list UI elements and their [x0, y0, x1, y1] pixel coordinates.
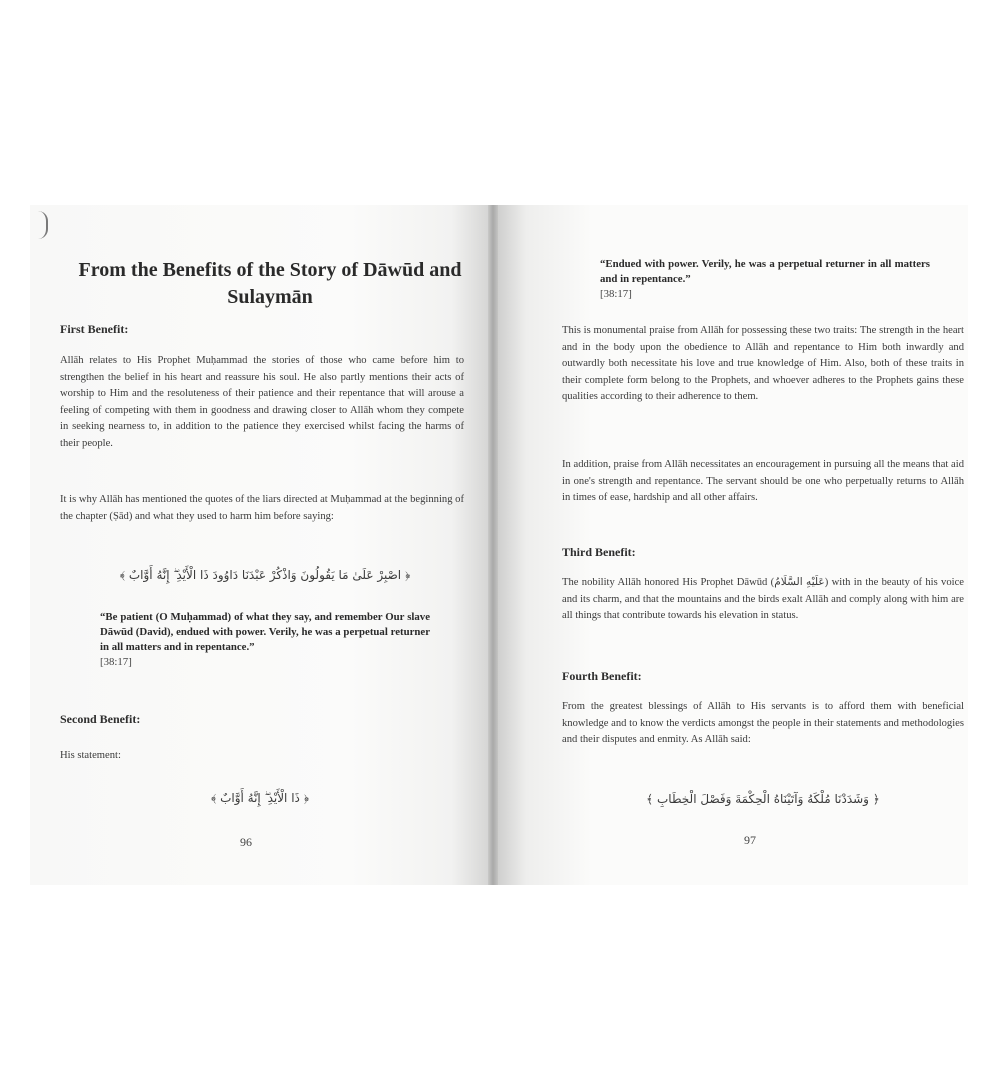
book-spread [30, 205, 968, 885]
arabic-verse-1: ﴿ اصْبِرْ عَلَىٰ مَا يَقُولُونَ وَاذْكُرْ عَبْدَنَا دَاوُودَ ذَا الْأَيْدِ ۖ إِنَّهُ أَوَّابٌ ﴾ [119, 568, 411, 582]
arabic-verse-3: ﴿ وَشَدَدْنَا مُلْكَهُ وَآتَيْنَاهُ الْحِكْمَةَ وَفَصْلَ الْخِطَابِ ﴾ [646, 792, 880, 806]
quote-continued [600, 257, 930, 302]
third-benefit-paragraph: The nobility Allāh honored His Prophet Dāwūd (عَلَيْهِ السَّلَامُ) with in the beauty of his voice and its charm, and that the mountains and the birds exalt Allāh and comply along with him are all things that contribute towards his elevation in status. [562, 577, 964, 622]
page-number-left: 96 [240, 835, 252, 849]
fourth-benefit-heading: Fourth Benefit: [562, 669, 642, 683]
first-benefit-paragraph-2: It is why Allāh has mentioned the quotes of the liars directed at Muḥammad at the beginning of the chapter (Ṣād) and what they used to harm him before saying: [60, 494, 464, 522]
quote-1-text: “Be patient (O Muḥammad) of what they say, and remember Our slave Dāwūd (David), endued with power. Verily, he was a perpetual returner in all matters and in repentance.” [100, 611, 430, 653]
second-benefit-paragraph: His statement: [60, 750, 121, 761]
fourth-benefit-paragraph: From the greatest blessings of Allāh to His servants is to afford them with beneficial knowledge and to know the verdicts amongst the people in their statements and methodologies and their disputes and enmity. As Allāh said: [562, 701, 964, 746]
chapter-title: From the Benefits of the Story of Dāwūd and Sulaymān [78, 259, 462, 308]
left-page [30, 205, 488, 885]
quote-continued-text: “Endued with power. Verily, he was a perpetual returner in all matters and in repentance.” [600, 258, 930, 285]
page-number-right: 97 [744, 833, 756, 847]
first-benefit-heading: First Benefit: [60, 322, 129, 336]
right-paragraph-1: This is monumental praise from Allāh for possessing these two traits: The strength in the heart and in the body upon the obedience to Allāh and repentance to Him both inwardly and outwardly both necessitate his love and true knowledge of Him. Also, both of these traits in their complete form belong to the Prophets, and whoever adheres to the Prophets gains these qualities according to their adherence to them. [562, 325, 964, 403]
arabic-verse-2: ﴿ ذَا الْأَيْدِ ۖ إِنَّهُ أَوَّابٌ ﴾ [210, 791, 310, 805]
third-benefit-heading: Third Benefit: [562, 545, 636, 559]
page-edge-mark [36, 211, 48, 239]
book-gutter [488, 205, 498, 885]
quote-1-reference: [38:17] [100, 656, 132, 668]
second-benefit-heading: Second Benefit: [60, 712, 141, 726]
first-benefit-paragraph-1: Allāh relates to His Prophet Muḥammad the stories of those who came before him to strengthen the belief in his heart and reassure his soul. He also partly mentions their acts of worship to Him and the resoluteness of their patience and their repentance that will arouse a feeling of competing with them in goodness and drawing closer to Allāh whom they compete in seeking nearness to, in addition to the patience they exercised whilst facing the harms of their people. [60, 355, 464, 449]
quote-1 [100, 610, 430, 670]
right-paragraph-2: In addition, praise from Allāh necessitates an encouragement in pursuing all the means that aid in one's strength and repentance. The servant should be one who perpetually returns to Allāh in times of ease, hardship and all other affairs. [562, 459, 964, 504]
quote-continued-reference: [38:17] [600, 288, 632, 300]
right-page [498, 205, 968, 885]
